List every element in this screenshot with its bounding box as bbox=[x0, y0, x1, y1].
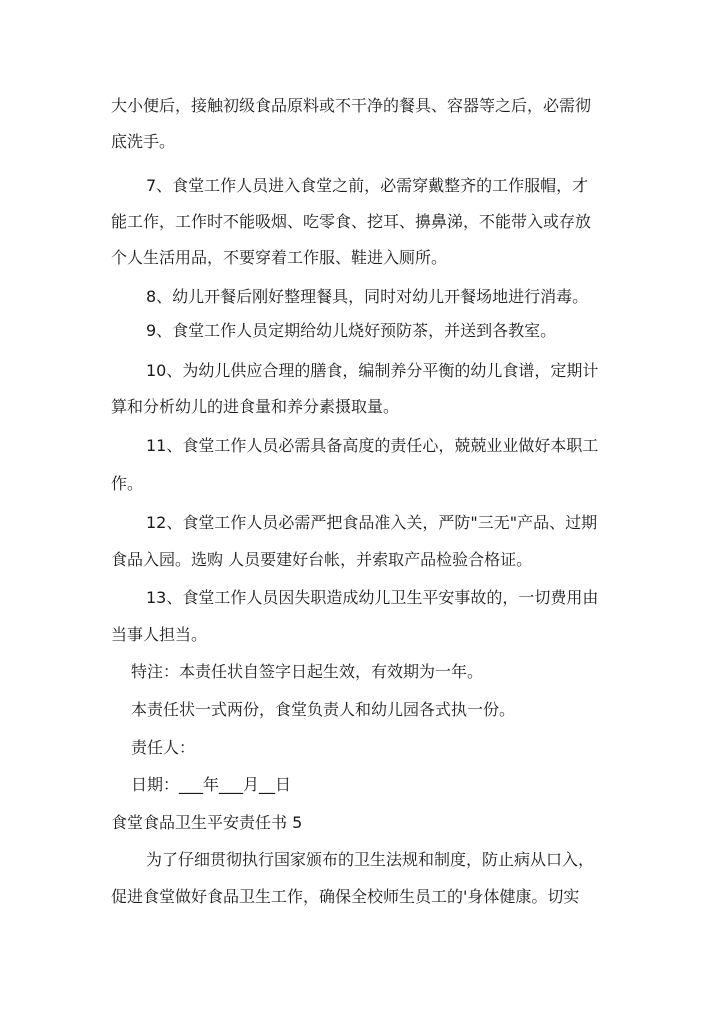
text-line: 8、幼儿开餐后刚好整理餐具，同时对幼儿开餐场地进行消毒。 bbox=[146, 287, 589, 306]
text-line: 为了仔细贯彻执行国家颁布的卫生法规和制度，防止病从口入， bbox=[146, 850, 595, 869]
text-line: 12、食堂工作人员必需严把食品准入关，严防"三无"产品、过期 bbox=[146, 513, 598, 532]
text-line: 10、为幼儿供应合理的膳食，编制养分平衡的幼儿食谱，定期计 bbox=[146, 361, 599, 380]
text-line: 算和分析幼儿的进食量和养分素摄取量。 bbox=[111, 397, 400, 416]
text-line: 特注：本责任状自签字日起生效，有效期为一年。 bbox=[131, 662, 484, 681]
text-line: 13、食堂工作人员因失职造成幼儿卫生平安事故的，一切费用由 bbox=[146, 588, 599, 607]
text-line: 作。 bbox=[111, 474, 144, 493]
text-line: 大小便后，接触初级食品原料或不干净的餐具、容器等之后，必需彻 bbox=[111, 96, 592, 115]
text-line: 11、食堂工作人员必需具备高度的责任心，兢兢业业做好本职工 bbox=[146, 436, 599, 455]
text-line: 底洗手。 bbox=[111, 132, 176, 151]
text-line: 当事人担当。 bbox=[111, 625, 208, 644]
text-line: 能工作，工作时不能吸烟、吃零食、挖耳、擤鼻涕，不能带入或存放 bbox=[111, 212, 592, 231]
text-line: 9、食堂工作人员定期给幼儿烧好预防茶，并送到各教室。 bbox=[146, 321, 557, 340]
date-label: 日期：___年___月__日 bbox=[131, 775, 292, 794]
text-line: 个人生活用品，不要穿着工作服、鞋进入厕所。 bbox=[111, 248, 448, 267]
section-title: 食堂食品卫生平安责任书 5 bbox=[111, 813, 303, 832]
text-line: 食品入园。选购 人员要建好台帐，并索取产品检验合格证。 bbox=[111, 550, 533, 569]
text-line: 7、食堂工作人员进入食堂之前，必需穿戴整齐的工作服帽，才 bbox=[146, 176, 589, 195]
text-line: 促进食堂做好食品卫生工作，确保全校师生员工的'身体健康。切实 bbox=[111, 887, 580, 906]
signature-label: 责任人： bbox=[131, 738, 196, 757]
text-line: 本责任状一式两份，食堂负责人和幼儿园各式执一份。 bbox=[131, 700, 516, 719]
